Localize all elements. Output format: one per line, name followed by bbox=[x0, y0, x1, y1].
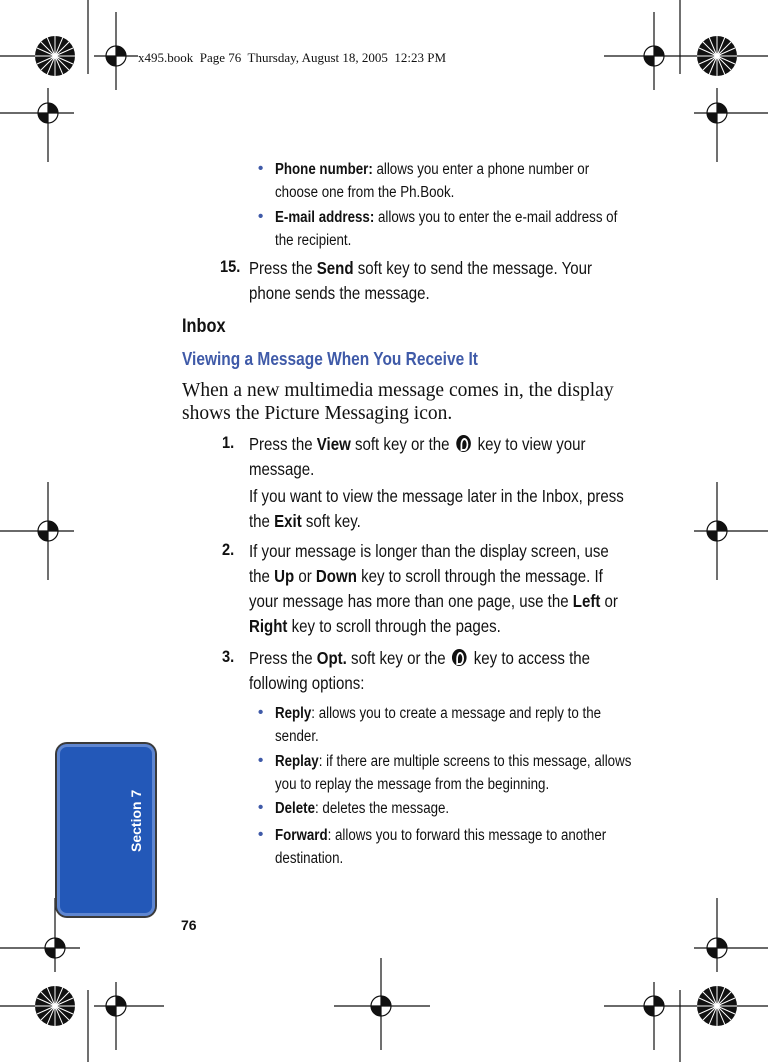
bullet-dot: • bbox=[258, 826, 264, 843]
subsection-title: Viewing a Message When You Receive It bbox=[182, 349, 478, 369]
step-3-number: 3. bbox=[222, 647, 235, 666]
step-2-text: If your message is longer than the display screen, use the Up or Down key to scroll through the message. If your message has more than one page, use the Left or Right key to scroll through the pages. bbox=[249, 541, 618, 636]
book-info-header: x495.book Page 76 Thursday, August 18, 2005 12:23 PM bbox=[138, 50, 447, 65]
bullet-text: E-mail address: allows you to enter the e-mail address of the recipient. bbox=[275, 209, 618, 249]
bullet-dot: • bbox=[258, 704, 264, 721]
section-title-inbox: Inbox bbox=[182, 316, 226, 337]
bullet-dot: • bbox=[258, 208, 264, 225]
step-1-text: Press the View soft key or the key to view your message. bbox=[249, 434, 586, 479]
intro-paragraph: When a new multimedia message comes in, the display shows the Picture Messaging icon. bbox=[182, 380, 614, 424]
step-1-number: 1. bbox=[222, 433, 235, 452]
option-text: Replay: if there are multiple screens to this message, allows you to replay the message from the beginning. bbox=[275, 753, 632, 793]
bullet-dot: • bbox=[258, 752, 264, 769]
section-tab-label: Section 7 bbox=[128, 789, 144, 852]
option-text: Delete: deletes the message. bbox=[275, 800, 450, 817]
step-3-text: Press the Opt. soft key or the key to access the following options: bbox=[249, 648, 591, 693]
ok-key-icon bbox=[456, 435, 471, 452]
step-1-note: If you want to view the message later in the Inbox, press the Exit soft key. bbox=[249, 486, 624, 531]
step-15-number: 15. bbox=[220, 257, 241, 276]
bullet-text: Phone number: allows you enter a phone number or choose one from the Ph.Book. bbox=[275, 161, 590, 201]
page-number: 76 bbox=[181, 917, 197, 933]
step-2-number: 2. bbox=[222, 540, 235, 559]
bullet-dot: • bbox=[258, 160, 264, 177]
option-text: Reply: allows you to create a message and reply to the sender. bbox=[275, 705, 602, 745]
option-text: Forward: allows you to forward this message to another destination. bbox=[275, 827, 607, 867]
ok-key-icon bbox=[452, 649, 467, 666]
step-15-text: Press the Send soft key to send the message. Your phone sends the message. bbox=[249, 258, 593, 303]
bullet-dot: • bbox=[258, 799, 264, 816]
